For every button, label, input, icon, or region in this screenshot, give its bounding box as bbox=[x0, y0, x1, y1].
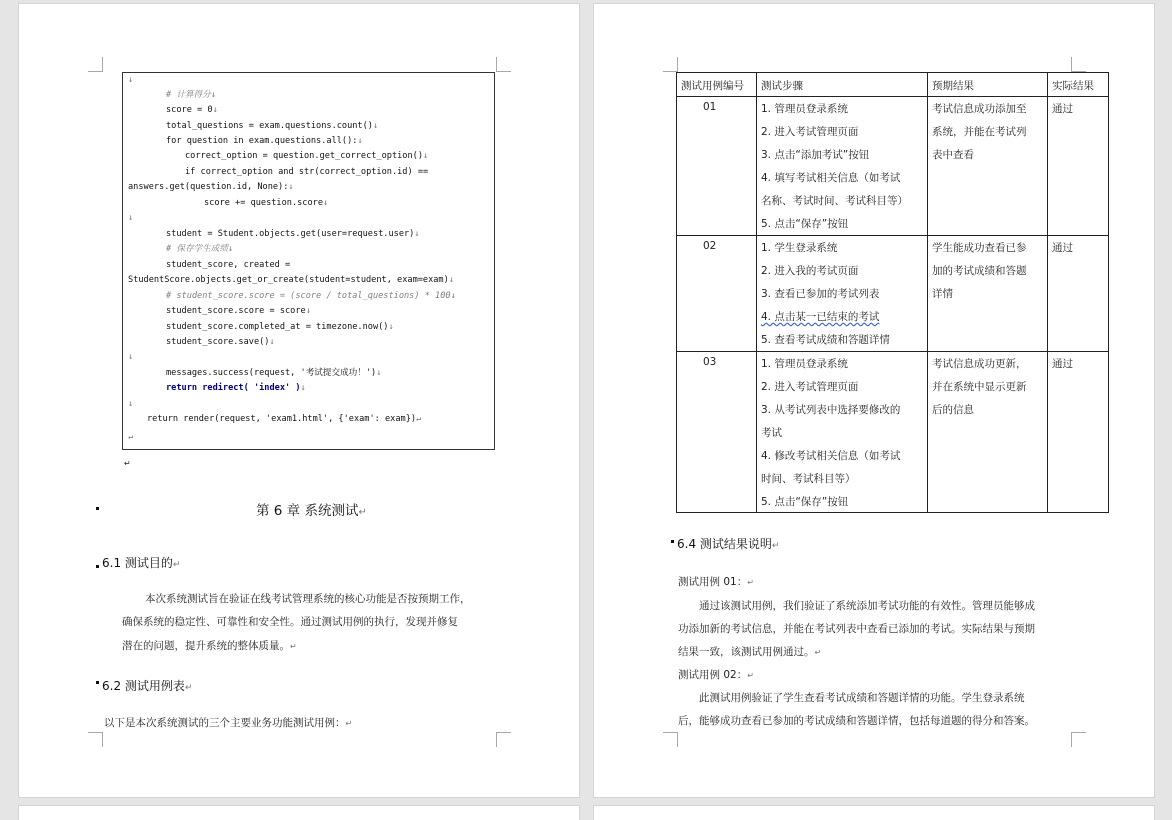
expected-result: 考试信息成功添加至 bbox=[932, 103, 1027, 115]
test-step: 3. 点击“添加考试”按钮 bbox=[761, 149, 870, 161]
code-line: student_score, created = bbox=[166, 260, 291, 270]
heading-bullet bbox=[96, 507, 99, 510]
test-step: 时间、考试科目等） bbox=[761, 473, 856, 485]
expected-result: 学生能成功查看已参 bbox=[932, 242, 1027, 254]
case-id: 03 bbox=[703, 356, 717, 368]
code-line: score += question.score↓ bbox=[204, 198, 329, 208]
expected-result: 并在系统中显示更新 bbox=[932, 381, 1027, 393]
section-heading-6-2: 6.2 测试用例表↵ bbox=[102, 679, 193, 693]
table-header: 测试步骤 bbox=[761, 80, 803, 92]
code-line: messages.success(request, '考试提交成功！')↓ bbox=[166, 368, 382, 378]
code-comment: # student_score.score = (score / total_questions) * 100 bbox=[166, 291, 451, 301]
expected-result: 后的信息 bbox=[932, 404, 974, 416]
case-id: 01 bbox=[703, 101, 717, 113]
code-line: student_score.save()↓ bbox=[166, 337, 275, 347]
body-text: 此测试用例验证了学生查看考试成绩和答题详情的功能。学生登录系统 bbox=[699, 692, 1025, 704]
code-line: correct_option = question.get_correct_option()↓ bbox=[185, 151, 429, 161]
margin-corner-mark bbox=[88, 732, 103, 747]
paragraph-mark: ↓ bbox=[128, 352, 134, 362]
code-line: return redirect( 'index' )↓ bbox=[166, 383, 306, 393]
body-text: 通过该测试用例，我们验证了系统添加考试功能的有效性。管理员能够成 bbox=[699, 600, 1035, 612]
heading-bullet bbox=[96, 565, 99, 568]
code-line: answers.get(question.id, None):↓ bbox=[128, 182, 294, 192]
next-page-left bbox=[19, 806, 579, 820]
test-step: 名称、考试时间、考试科目等） bbox=[761, 195, 908, 207]
section-heading-6-4: 6.4 测试结果说明↵ bbox=[677, 537, 780, 551]
test-step: 2. 进入考试管理页面 bbox=[761, 381, 859, 393]
body-text: 后，能够成功查看已参加的考试成绩和答题详情，包括每道题的得分和答案。 bbox=[678, 715, 1035, 727]
margin-corner-mark bbox=[1071, 57, 1086, 72]
expected-result: 考试信息成功更新， bbox=[932, 358, 1027, 370]
body-text: 确保系统的稳定性、可靠性和安全性。通过测试用例的执行，发现并修复 bbox=[122, 616, 458, 628]
body-text: 结果一致，该测试用例通过。↵ bbox=[678, 646, 822, 658]
test-step: 1. 管理员登录系统 bbox=[761, 358, 848, 370]
table-header: 预期结果 bbox=[932, 80, 974, 92]
test-step: 2. 进入我的考试页面 bbox=[761, 265, 859, 277]
test-step: 5. 点击“保存”按钮 bbox=[761, 218, 849, 230]
code-line: StudentScore.objects.get_or_create(student=student, exam=exam)↓ bbox=[128, 275, 454, 285]
test-step: 5. 查看考试成绩和答题详情 bbox=[761, 334, 890, 346]
expected-result: 加的考试成绩和答题 bbox=[932, 265, 1027, 277]
case-id: 02 bbox=[703, 240, 717, 252]
body-text: 本次系统测试旨在验证在线考试管理系统的核心功能是否按预期工作， bbox=[145, 593, 471, 605]
code-line: # student_score.score = (score / total_questions) * 100↓ bbox=[166, 291, 456, 301]
test-step: 4. 填写考试相关信息（如考试 bbox=[761, 172, 901, 184]
table-header: 测试用例编号 bbox=[681, 80, 744, 92]
heading-bullet bbox=[96, 681, 99, 684]
code-line: # 计算得分↓ bbox=[166, 90, 216, 100]
document-page-left bbox=[19, 4, 579, 797]
test-step: 4. 修改考试相关信息（如考试 bbox=[761, 450, 901, 462]
test-case-table bbox=[676, 72, 1109, 512]
code-line: student_score.score = score↓ bbox=[166, 306, 311, 316]
test-step: 1. 学生登录系统 bbox=[761, 242, 838, 254]
body-text: 潜在的问题，提升系统的整体质量。↵ bbox=[122, 640, 297, 652]
case-label: 测试用例 02：↵ bbox=[678, 669, 754, 681]
body-text: 功添加新的考试信息，并能在考试列表中查看已添加的考试。实际结果与预期 bbox=[678, 623, 1035, 635]
expected-result: 系统，并能在考试列 bbox=[932, 126, 1027, 138]
code-line: # 保存学生成绩↓ bbox=[166, 244, 234, 254]
code-comment: # 计算得分 bbox=[166, 90, 211, 100]
margin-corner-mark bbox=[496, 732, 511, 747]
code-line: return render(request, 'exam1.html', {'exam': exam})↵ bbox=[147, 414, 422, 424]
margin-corner-mark bbox=[88, 57, 103, 72]
code-line: total_questions = exam.questions.count()↓ bbox=[166, 121, 379, 131]
next-page-right bbox=[594, 806, 1154, 820]
paragraph-mark: ↓ bbox=[128, 213, 134, 223]
test-step: 考试 bbox=[761, 427, 782, 439]
body-text: 以下是本次系统测试的三个主要业务功能测试用例：↵ bbox=[104, 717, 353, 729]
table-header: 实际结果 bbox=[1052, 80, 1094, 92]
code-line: student = Student.objects.get(user=request.user)↓ bbox=[166, 229, 420, 239]
code-line: student_score.completed_at = timezone.now()↓ bbox=[166, 322, 394, 332]
heading-bullet bbox=[671, 540, 674, 543]
code-comment: # 保存学生成绩 bbox=[166, 244, 228, 254]
margin-corner-mark bbox=[496, 57, 511, 72]
actual-result: 通过 bbox=[1052, 358, 1073, 370]
document-page-right bbox=[594, 4, 1154, 797]
code-line: score = 0↓ bbox=[166, 105, 218, 115]
paragraph-mark: ↵ bbox=[128, 432, 134, 442]
test-step: 3. 从考试列表中选择要修改的 bbox=[761, 404, 901, 416]
code-line: for question in exam.questions.all():↓ bbox=[166, 136, 363, 146]
actual-result: 通过 bbox=[1052, 242, 1073, 254]
case-label: 测试用例 01：↵ bbox=[678, 576, 754, 588]
test-step: 5. 点击“保存”按钮 bbox=[761, 496, 849, 508]
test-step: 1. 管理员登录系统 bbox=[761, 103, 848, 115]
expected-result: 表中查看 bbox=[932, 149, 974, 161]
test-step: 2. 进入考试管理页面 bbox=[761, 126, 859, 138]
section-heading-6-1: 6.1 测试目的↵ bbox=[102, 556, 181, 570]
chapter-title: 第 6 章 系统测试↵ bbox=[256, 503, 367, 519]
code-line: if correct_option and str(correct_option.id) == bbox=[185, 167, 429, 177]
paragraph-mark: ↓ bbox=[128, 75, 134, 85]
code-block bbox=[122, 72, 495, 450]
margin-corner-mark bbox=[663, 732, 678, 747]
test-step: 4. 点击某一已结束的考试 bbox=[761, 311, 880, 323]
expected-result: 详情 bbox=[932, 288, 953, 300]
test-step: 3. 查看已参加的考试列表 bbox=[761, 288, 880, 300]
paragraph-mark: ↓ bbox=[128, 399, 134, 409]
paragraph-mark: ↵ bbox=[124, 459, 131, 468]
margin-corner-mark bbox=[1071, 732, 1086, 747]
margin-corner-mark bbox=[663, 57, 678, 72]
actual-result: 通过 bbox=[1052, 103, 1073, 115]
